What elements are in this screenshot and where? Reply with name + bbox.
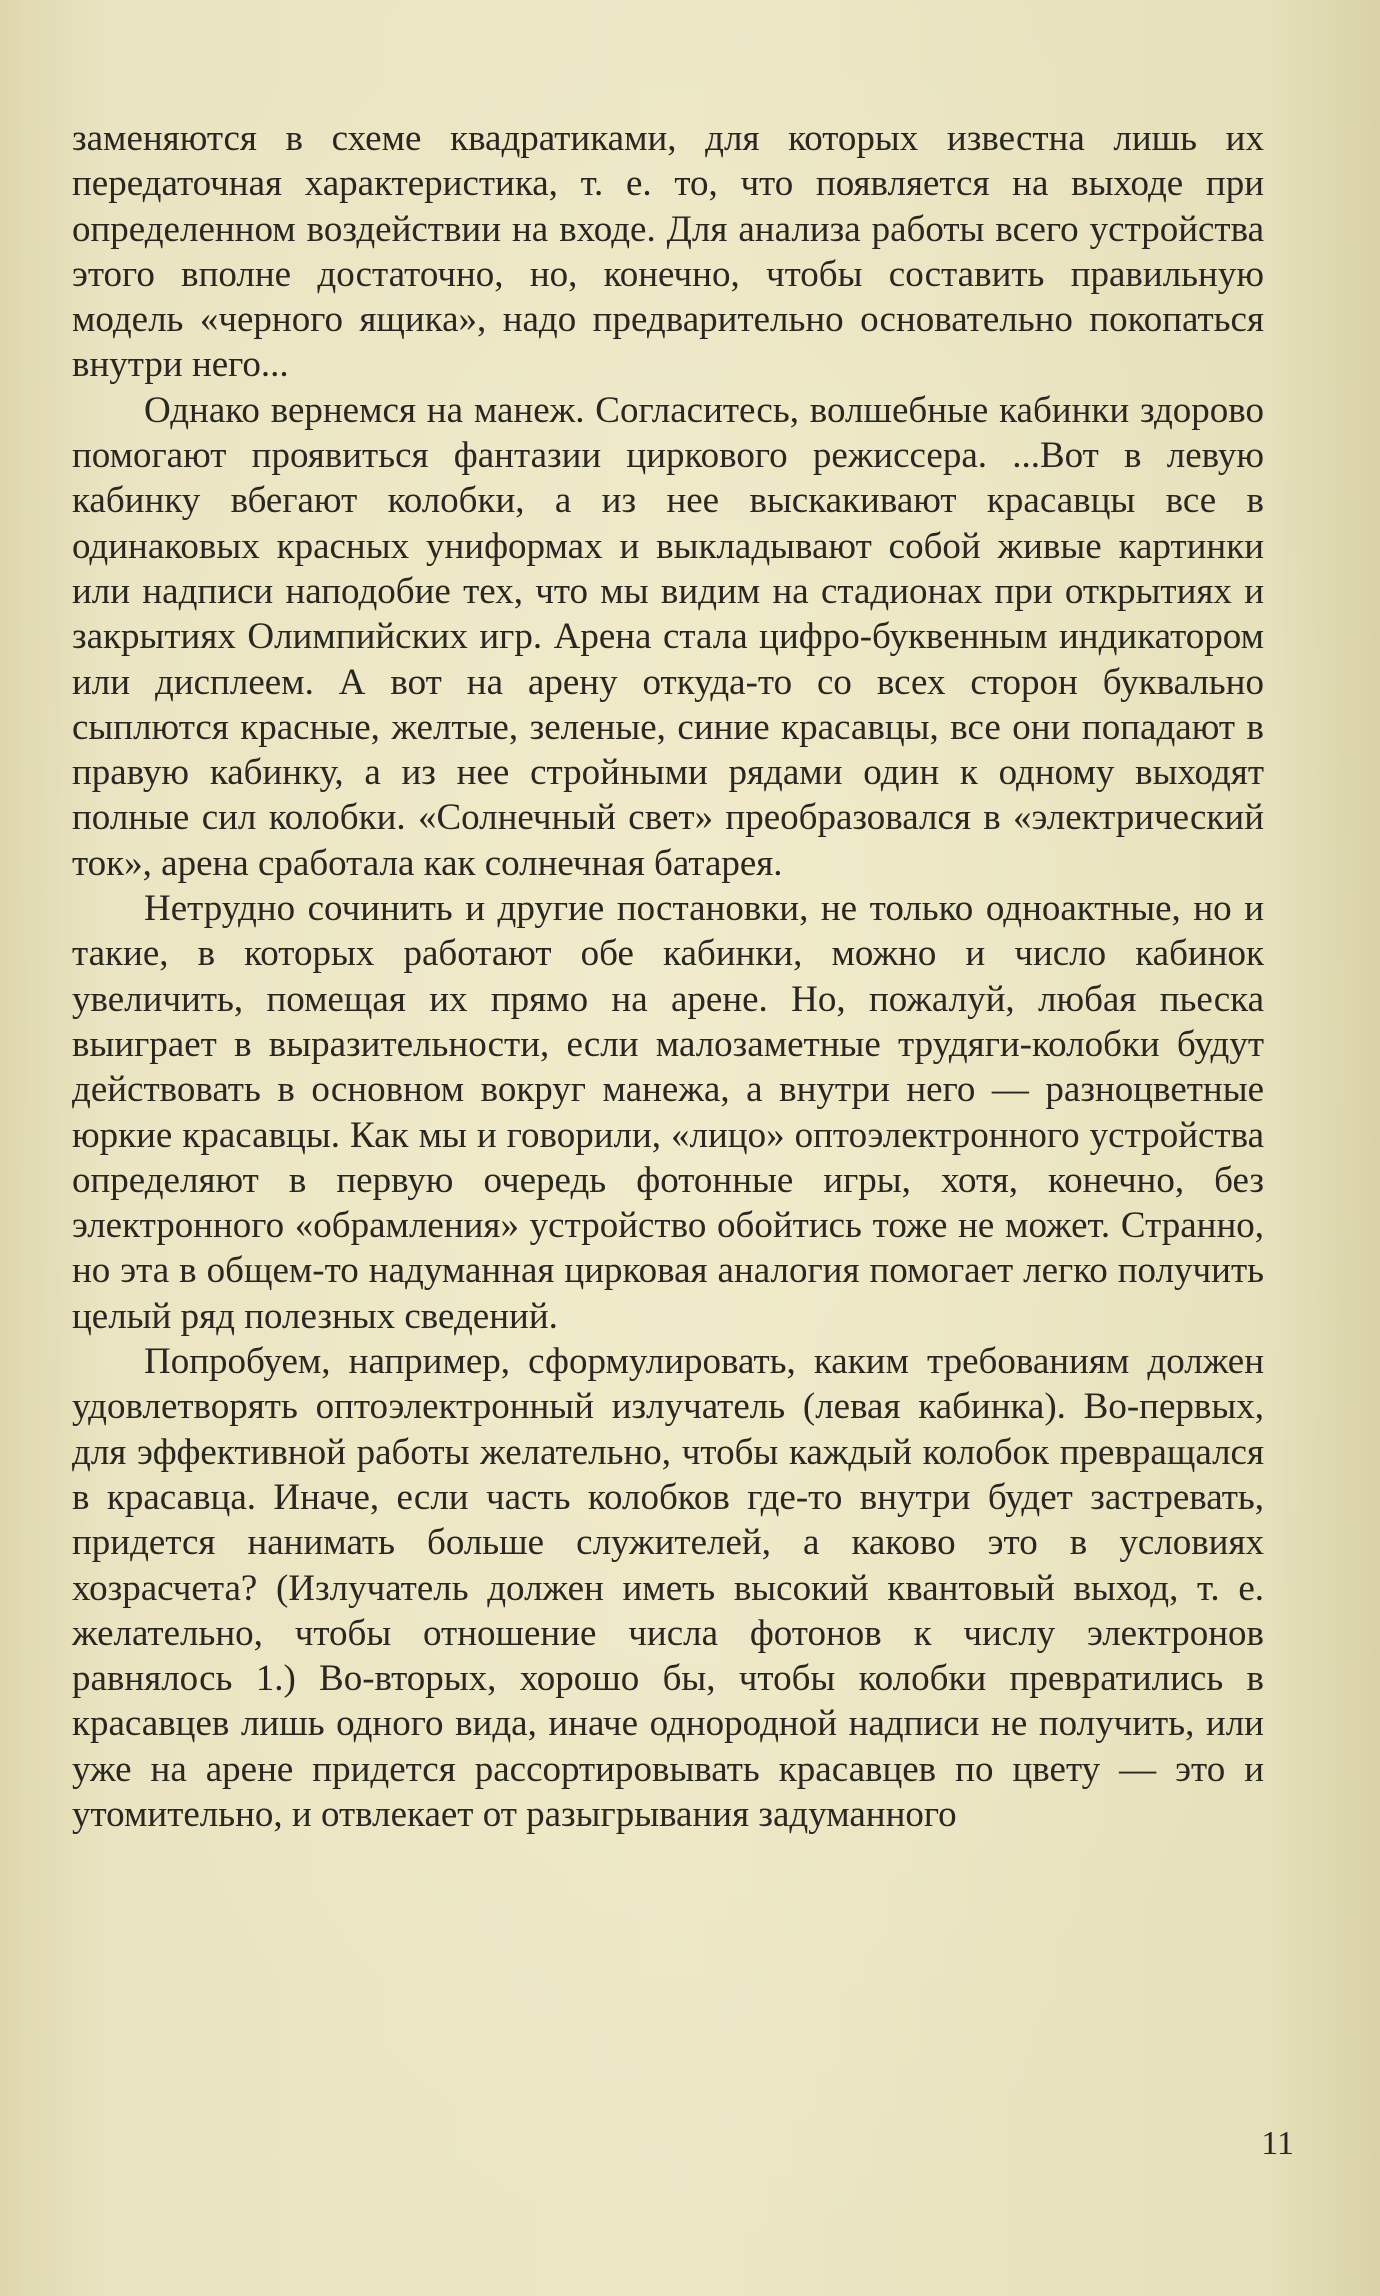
paragraph-2: Однако вернемся на манеж. Согласитесь, волшебные кабинки здорово помогают проявиться фантазии циркового режиссера. ...Вот в левую кабинку вбегают колобки, а из нее выскакивают красавцы все в одинаковых красных униформах и выкладывают собой живые картинки или надписи наподобие тех, что мы видим на стадионах при открытиях и закрытиях Олимпийских игр. Арена стала цифро-буквенным индикатором или дисплеем. А вот на арену откуда-то со всех сторон буквально сыплются красные, желтые, зеленые, синие красавцы, все они попадают в правую кабинку, а из нее стройными рядами один к одному выходят полные сил колобки. «Солнечный свет» преобразовался в «электрический ток», арена сработала как солнечная батарея. [72, 389, 1264, 884]
paragraph-3: Нетрудно сочинить и другие постановки, не только одноактные, но и такие, в которых работают обе кабинки, можно и число кабинок увеличить, помещая их прямо на арене. Но, пожалуй, любая пьеска выиграет в выразительности, если малозаметные трудяги-колобки будут действовать в основном вокруг манежа, а внутри него — разноцветные юркие красавцы. Как мы и говорили, «лицо» оптоэлектронного устройства определяют в первую очередь фотонные игры, хотя, конечно, без электронного «обрамления» устройство обойтись тоже не может. Странно, но эта в общем-то надуманная цирковая аналогия помогает легко получить целый ряд полезных сведений. [72, 888, 1264, 1337]
paragraph-1: заменяются в схеме квадратиками, для которых известна лишь их передаточная характеристика, т. е. то, что появляется на выходе при определенном воздействии на входе. Для анализа работы всего устройства этого вполне достаточно, но, конечно, чтобы составить правильную модель «черного ящика», надо предварительно основательно покопаться внутри него... [72, 118, 1264, 386]
paragraph-4: Попробуем, например, сформулировать, каким требованиям должен удовлетворять оптоэлектронный излучатель (левая кабинка). Во-первых, для эффективной работы желательно, чтобы каждый колобок превращался в красавца. Иначе, если часть колобков где-то внутри будет застревать, придется нанимать больше служителей, а каково это в условиях хозрасчета? (Излучатель должен иметь высокий квантовый выход, т. е. желательно, чтобы отношение числа фотонов к числу электронов равнялось 1.) Во-вторых, хорошо бы, чтобы колобки превратились в красавцев лишь одного вида, иначе однородной надписи не получить, или уже на арене придется рассортировывать красавцев по цвету — это и утомительно, и отвлекает от разыгрывания задуманного [72, 1341, 1264, 1835]
page-number: 11 [1261, 2125, 1294, 2162]
body-text [72, 116, 1264, 1837]
